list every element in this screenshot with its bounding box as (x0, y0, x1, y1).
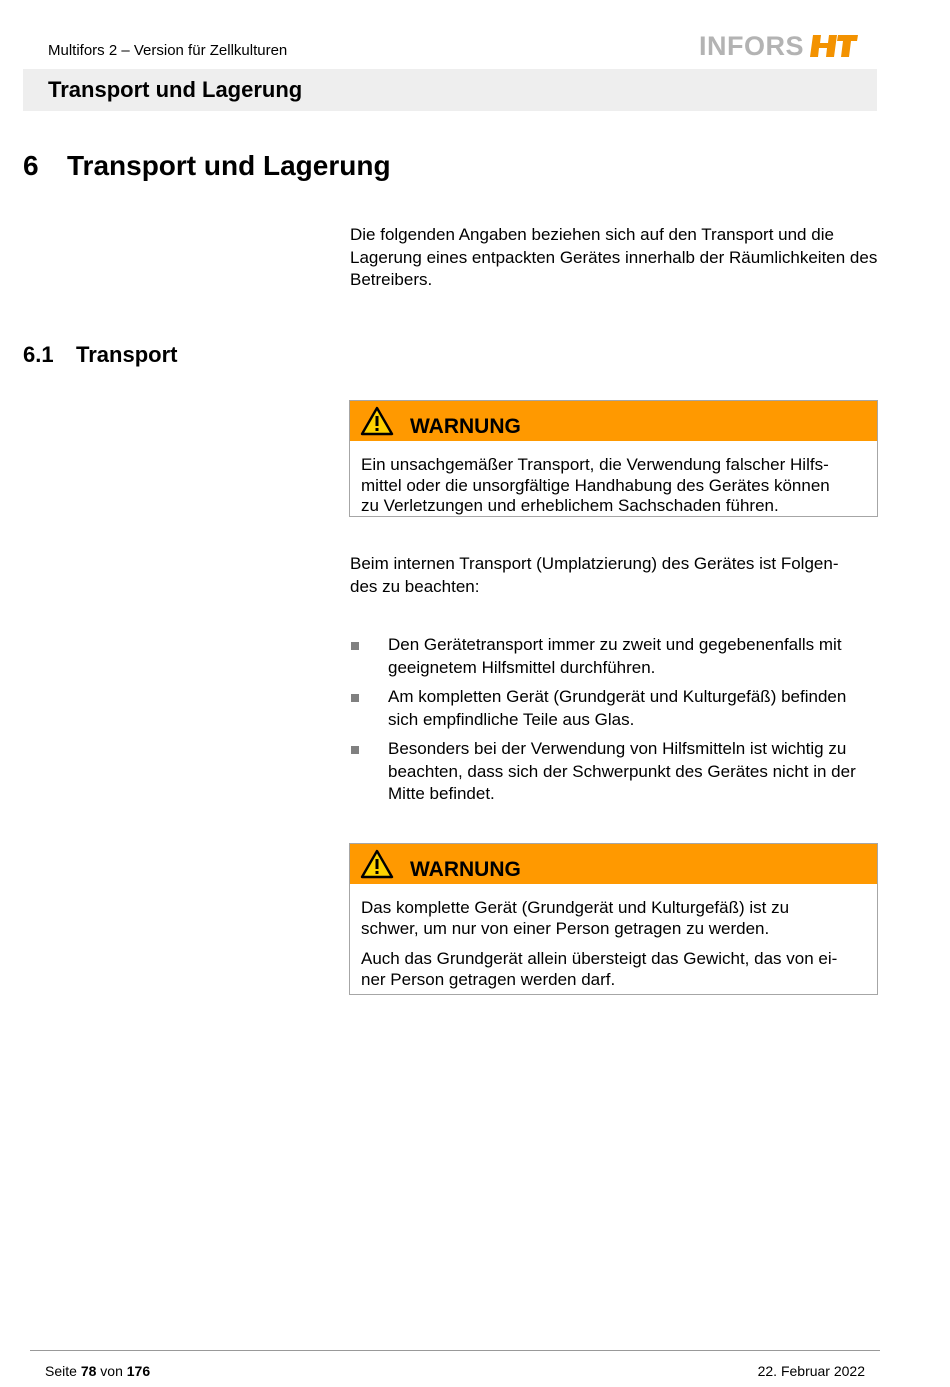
section-title: Transport und Lagerung (67, 150, 391, 181)
page-number (45, 1363, 150, 1379)
footer-divider (30, 1350, 880, 1351)
warning-triangle-icon (360, 849, 394, 879)
list-item-line: Besonders bei der Verwendung von Hilfsmitteln ist wichtig zu (388, 739, 847, 758)
square-bullet-icon (351, 642, 359, 650)
logo-wordmark: INFORS (699, 30, 805, 61)
list-item (350, 686, 880, 731)
warning-line: zu Verletzungen und erheblichem Sachschaden führen. (361, 496, 779, 515)
section-intro: Die folgenden Angaben beziehen sich auf den Transport und die Lagerung eines entpackten Gerätes innerhalb der Räumlichkeiten des Betreibers. (350, 225, 878, 289)
footer-date: 22. Februar 2022 (757, 1363, 865, 1379)
text-line: des zu beachten: (350, 576, 480, 596)
subsection-title: Transport (76, 342, 178, 367)
warning-text (350, 441, 877, 517)
section-heading (23, 150, 391, 182)
square-bullet-icon (351, 746, 359, 754)
warning-box-weight (349, 843, 878, 995)
list-item-line: Mitte befindet. (388, 784, 495, 803)
warning-label: WARNUNG (410, 415, 521, 438)
warning-line: Ein unsachgemäßer Transport, die Verwendung falscher Hilfs- (361, 455, 829, 474)
warning-header (350, 401, 877, 441)
page-current: 78 (80, 1363, 97, 1379)
section-number: 6 (23, 150, 39, 181)
warning-line: mittel oder die unsorgfältige Handhabung des Gerätes können (361, 475, 830, 495)
list-item-line: sich empfindliche Teile aus Glas. (388, 709, 635, 729)
subsection-number: 6.1 (23, 342, 54, 367)
chapter-title: Transport und Lagerung (48, 77, 303, 102)
warning-paragraph (361, 949, 867, 990)
warning-line: schwer, um nur von einer Person getragen zu werden. (361, 918, 770, 938)
list-item-line: beachten, dass sich der Schwerpunkt des Gerätes nicht in der (388, 761, 856, 781)
warning-text (350, 884, 877, 990)
warning-box-transport (349, 400, 878, 517)
warning-triangle-icon (360, 406, 394, 436)
list-item (350, 634, 880, 679)
warning-line: Das komplette Gerät (Grundgerät und Kulturgefäß) ist zu (361, 898, 790, 917)
page-total: 176 (126, 1363, 151, 1379)
page-separator: von (100, 1363, 123, 1379)
warning-line: Auch das Grundgerät allein übersteigt das Gewicht, das von ei- (361, 949, 838, 968)
chapter-header-bar (23, 69, 877, 111)
text-line: Beim internen Transport (Umplatzierung) des Gerätes ist Folgen- (350, 554, 839, 573)
list-item-line: Den Gerätetransport immer zu zweit und gegebenenfalls mit (388, 635, 842, 654)
list-item (350, 738, 880, 806)
warning-paragraph (361, 898, 867, 939)
document-title: Multifors 2 – Version für Zellkulturen (48, 42, 288, 59)
list-item-line: Am kompletten Gerät (Grundgerät und Kulturgefäß) befinden (388, 687, 847, 706)
square-bullet-icon (351, 694, 359, 702)
transport-bullet-list (350, 634, 880, 813)
transport-intro (350, 553, 878, 598)
ht-logo-icon (810, 34, 858, 58)
page-prefix: Seite (45, 1363, 77, 1379)
subsection-heading (23, 342, 177, 368)
list-item-line: geeignetem Hilfsmittel durchführen. (388, 657, 656, 677)
warning-label: WARNUNG (410, 858, 521, 881)
infors-ht-logo (699, 30, 858, 62)
warning-line: ner Person getragen werden darf. (361, 969, 616, 989)
warning-header (350, 844, 877, 884)
